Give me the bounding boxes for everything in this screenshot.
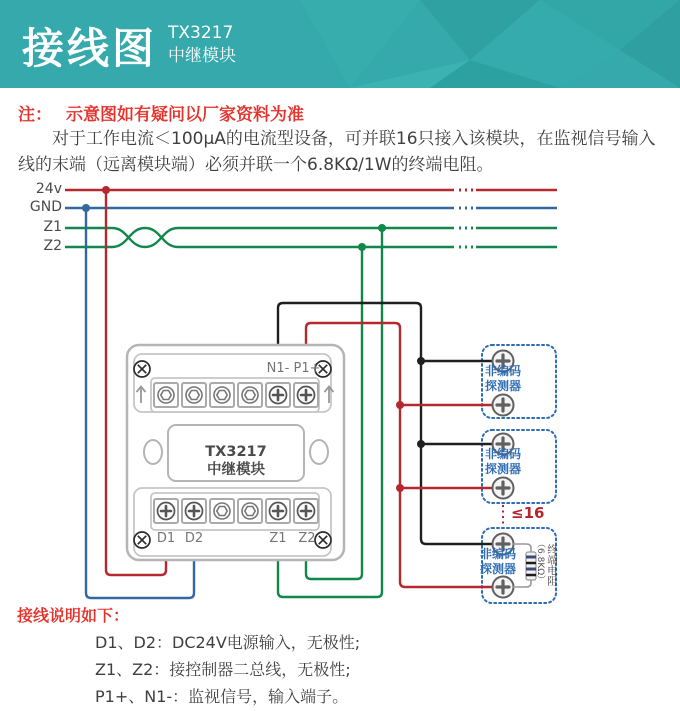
description-paragraph: 对于工作电流＜100μA的电流型设备，可并联16只接入该模块，在监视信号输入线的末端（远离模块端）必须并联一个6.8KΩ/1W的终端电阻。 <box>18 129 656 175</box>
model-number: TX3217 <box>168 23 234 43</box>
terminal-label-n1: N1- <box>266 361 290 376</box>
module-plate-name: 中继模块 <box>207 462 265 478</box>
bus-label-z2: Z2 <box>43 238 62 254</box>
note-text: 示意图如有疑问以厂家资料为准 <box>66 105 304 125</box>
detector-1-label: 非编码 探测器 <box>484 364 521 393</box>
terminal-label-d1: D1 <box>156 531 176 546</box>
resistor-value: （6.8KΩ） <box>535 539 545 585</box>
instruction-item-d: D1、D2：DC24V电源输入，无极性; <box>95 633 361 652</box>
page-header <box>0 0 680 88</box>
resistor-name: 终端电阻 <box>546 544 558 586</box>
module-plate-model: TX3217 <box>205 444 267 460</box>
terminal-label-d2: D2 <box>184 531 204 546</box>
instructions-heading: 接线说明如下： <box>17 606 130 625</box>
terminal-label-z2: Z2 <box>298 531 316 546</box>
module-name: 中继模块 <box>168 46 236 66</box>
bus-label-24v: 24v <box>35 181 62 197</box>
detector-3-label: 非编码 探测器 <box>479 547 516 576</box>
note-line <box>18 100 304 125</box>
detector-count-note: ≤16 <box>511 504 545 522</box>
instruction-item-z: Z1、Z2：接控制器二总线，无极性; <box>95 660 351 679</box>
terminal-label-z1: Z1 <box>269 531 287 546</box>
wiring-diagram-canvas <box>0 175 680 605</box>
bus-z2 <box>65 228 557 247</box>
page-title: 接线图 <box>22 24 158 73</box>
header-subtitle <box>168 22 236 68</box>
bus-label-z1: Z1 <box>43 219 62 235</box>
bus-label-gnd: GND <box>29 199 62 215</box>
note-prefix: 注： <box>18 105 52 125</box>
bus-z1 <box>65 228 557 247</box>
terminal-label-p1: P1+ <box>293 361 321 376</box>
detector-2-label: 非编码 探测器 <box>484 447 521 476</box>
instruction-item-p: P1+、N1-：监视信号，输入端子。 <box>95 687 349 706</box>
